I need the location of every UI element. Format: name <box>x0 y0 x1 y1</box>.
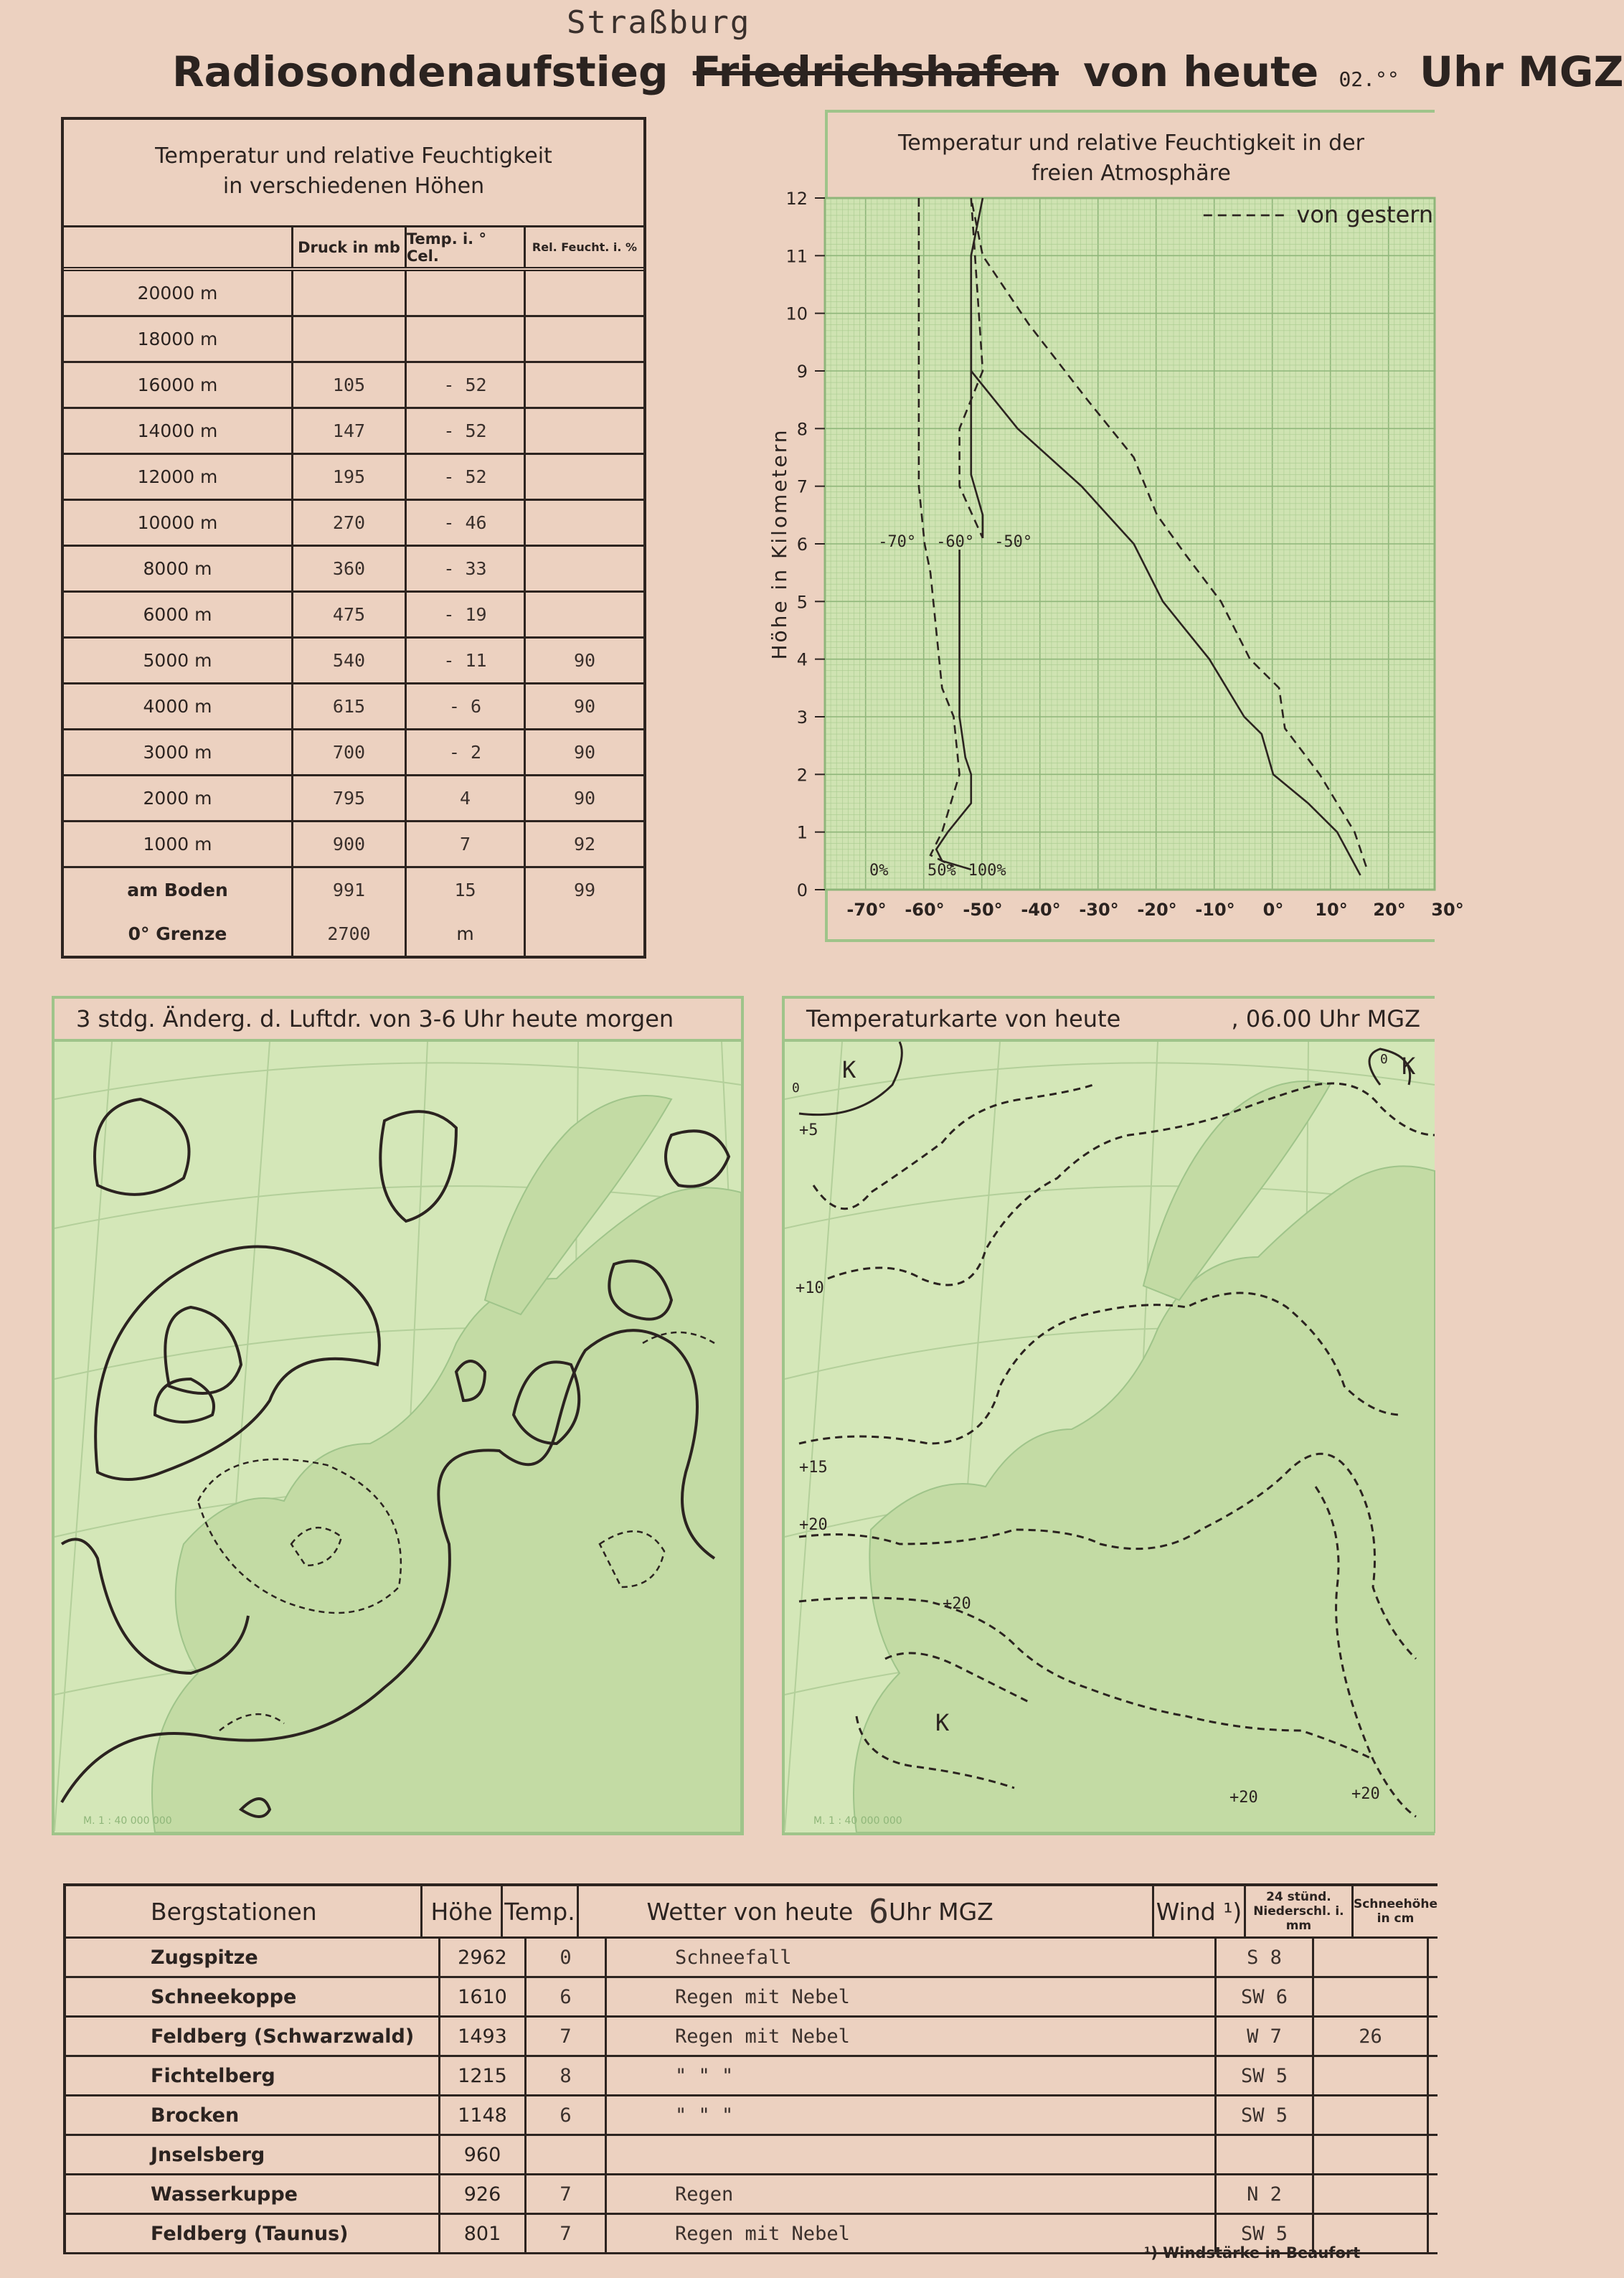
pressure-cell: 700 <box>293 730 407 774</box>
temp-cell: - 52 <box>407 363 526 407</box>
mountain-table-header <box>66 1886 1437 1939</box>
station-cell: Brocken <box>66 2096 440 2134</box>
height-cell: 6000 m <box>64 593 293 636</box>
y-tick-label: 6 <box>796 535 808 555</box>
table-row <box>64 455 643 501</box>
table-row <box>64 363 643 409</box>
cold-center-label: K <box>1402 1053 1416 1080</box>
table-row <box>64 593 643 639</box>
humidity-cell: 92 <box>573 834 596 855</box>
pressure-change-map-panel <box>52 996 744 1835</box>
sounding-chart <box>760 172 1464 947</box>
temp-cell: 6 <box>527 1978 607 2015</box>
humidity-cell: 99 <box>573 880 596 900</box>
table-row <box>64 776 643 822</box>
y-tick-label: 8 <box>796 419 808 440</box>
table-row <box>64 409 643 455</box>
iso-label: +10 <box>796 1279 824 1297</box>
y-tick-label: 5 <box>796 592 808 613</box>
height-cell: 3000 m <box>64 730 293 774</box>
humidity-scale-label: 0% <box>869 861 889 880</box>
y-tick-label: 10 <box>785 303 808 324</box>
y-tick-label: 7 <box>796 476 808 497</box>
precip-cell <box>1314 1939 1429 1976</box>
x-tick-label: 20° <box>1373 900 1406 920</box>
weather-cell: Regen mit Nebel <box>607 1978 1217 2015</box>
temp-cell: - 33 <box>407 547 526 590</box>
zero-degree-row <box>64 912 643 956</box>
x-tick-label: -30° <box>1079 900 1119 920</box>
snow-cell <box>1429 2215 1437 2252</box>
table-row <box>64 868 643 912</box>
table-row <box>66 1978 1437 2018</box>
pressure-cell: 195 <box>293 455 407 499</box>
weather-cell <box>607 2136 1217 2173</box>
snow-cell <box>1429 1939 1437 1976</box>
y-tick-label: 12 <box>785 189 808 209</box>
x-tick-label: 30° <box>1431 900 1464 920</box>
humidity-scale-label: 50% <box>927 861 956 880</box>
height-cell: 8000 m <box>64 547 293 590</box>
zero-label: 0° Grenze <box>64 912 293 956</box>
temp-column-header: Temp. i. ° Cel. <box>407 227 526 267</box>
height-table-title <box>64 120 643 227</box>
weather-cell: Regen mit Nebel <box>607 2018 1217 2055</box>
height-cell: 20000 m <box>64 271 293 315</box>
y-tick-label: 9 <box>796 362 808 382</box>
temp-cell: 15 <box>407 868 526 912</box>
footnote: ¹) Windstärke in Beaufort <box>1144 2244 1361 2261</box>
x-tick-label: -10° <box>1195 900 1235 920</box>
y-tick-label: 11 <box>785 246 808 267</box>
table-row <box>64 317 643 363</box>
table-row <box>66 2136 1437 2175</box>
snow-cell <box>1429 2136 1437 2173</box>
station-cell: Wasserkuppe <box>66 2175 440 2213</box>
europe-landmass <box>152 1187 741 1832</box>
pressure-column-header: Druck in mb <box>293 227 407 267</box>
height-cell: 1215 <box>440 2057 527 2094</box>
pressure-cell: 795 <box>293 776 407 820</box>
upper-scale-label: -50° <box>994 533 1033 552</box>
snow-cell <box>1429 2175 1437 2213</box>
temp-cell <box>407 317 526 361</box>
y-tick-label: 2 <box>796 765 808 786</box>
temperature-map <box>785 1042 1435 1832</box>
height-column-header <box>64 227 293 267</box>
wind-cell: SW 5 <box>1217 2215 1314 2252</box>
pressure-cell: 475 <box>293 593 407 636</box>
wind-cell: W 7 <box>1217 2018 1314 2055</box>
station-cell: Feldberg (Taunus) <box>66 2215 440 2252</box>
height-cell: 1493 <box>440 2018 527 2055</box>
table-row <box>66 2175 1437 2215</box>
pressure-cell: 105 <box>293 363 407 407</box>
height-table-header-row <box>64 227 643 271</box>
pressure-cell: 270 <box>293 501 407 545</box>
temp-cell: 8 <box>527 2057 607 2094</box>
iso-label: 0 <box>1380 1052 1388 1067</box>
zero-unit: m <box>407 912 526 956</box>
temp-header: Temp. <box>503 1886 578 1936</box>
temp-cell: - 52 <box>407 455 526 499</box>
station-cell: Zugspitze <box>66 1939 440 1976</box>
snow-cell <box>1429 2057 1437 2094</box>
height-cell: 14000 m <box>64 409 293 453</box>
x-tick-label: 10° <box>1315 900 1348 920</box>
temp-cell: - 52 <box>407 409 526 453</box>
table-row <box>66 2018 1437 2057</box>
humidity-column-header: Rel. Feucht. i. % <box>532 240 638 254</box>
mountain-stations-table <box>63 1883 1437 2254</box>
precip-cell <box>1314 2136 1429 2173</box>
height-cell: 18000 m <box>64 317 293 361</box>
snow-cell <box>1429 2018 1437 2055</box>
pressure-cell <box>293 271 407 315</box>
height-cell: am Boden <box>64 868 293 912</box>
pressure-map-title: 3 stdg. Änderg. d. Luftdr. von 3-6 Uhr heute morgen <box>55 999 741 1042</box>
table-row <box>64 822 643 868</box>
pressure-cell: 147 <box>293 409 407 453</box>
weather-cell: " " " <box>607 2057 1217 2094</box>
temperature-map-panel <box>782 996 1435 1835</box>
station-cell: Fichtelberg <box>66 2057 440 2094</box>
humidity-cell <box>526 409 643 453</box>
page-title <box>172 47 1624 96</box>
height-cell: 5000 m <box>64 639 293 682</box>
temp-cell: 7 <box>527 2018 607 2055</box>
cold-center-label: K <box>842 1056 856 1083</box>
x-tick-label: -60° <box>905 900 945 920</box>
weather-cell: Regen mit Nebel <box>607 2215 1217 2252</box>
temp-cell: - 46 <box>407 501 526 545</box>
chart-title-text: Temperatur und relative Feuchtigkeit in der freien Atmosphäre <box>898 131 1364 186</box>
humidity-scale-label: 100% <box>968 861 1006 880</box>
table-row <box>64 501 643 547</box>
struck-location: Friedrichshafen <box>692 47 1059 96</box>
weather-cell: " " " <box>607 2096 1217 2134</box>
humidity-cell <box>526 455 643 499</box>
table-row <box>66 1939 1437 1978</box>
temperature-map-title <box>785 999 1435 1042</box>
cold-center-label: K <box>935 1709 950 1736</box>
height-cell: 1000 m <box>64 822 293 866</box>
wind-cell: SW 6 <box>1217 1978 1314 2015</box>
title-suffix: Uhr MGZ <box>1419 47 1624 96</box>
precip-cell: 26 <box>1314 2018 1429 2055</box>
table-row <box>64 271 643 317</box>
wind-cell: SW 5 <box>1217 2096 1314 2134</box>
pressure-cell <box>293 317 407 361</box>
y-tick-label: 1 <box>796 822 808 843</box>
height-cell: 926 <box>440 2175 527 2213</box>
y-axis-label: Höhe in Kilometern <box>768 428 791 660</box>
upper-scale-label: -60° <box>936 533 975 552</box>
height-table-title-line2: in verschiedenen Höhen <box>222 174 485 199</box>
handwritten-location: Straßburg <box>567 4 751 41</box>
upper-scale-label: -70° <box>878 533 917 552</box>
legend-label: von gestern <box>1296 201 1434 229</box>
humidity-cell <box>526 501 643 545</box>
height-cell: 12000 m <box>64 455 293 499</box>
table-row <box>64 639 643 684</box>
precip-cell <box>1314 2057 1429 2094</box>
humidity-cell <box>526 547 643 590</box>
weather-header-label: Wetter von heute <box>646 1897 854 1926</box>
snow-cell <box>1429 1978 1437 2015</box>
pressure-cell: 615 <box>293 684 407 728</box>
y-tick-label: 3 <box>796 707 808 728</box>
humidity-cell <box>526 317 643 361</box>
map2-scale: M. 1 : 40 000 000 <box>813 1815 902 1827</box>
humidity-cell: 90 <box>573 788 596 809</box>
humidity-cell: 90 <box>573 696 596 717</box>
temp-cell: - 11 <box>407 639 526 682</box>
table-row <box>64 730 643 776</box>
station-header: Bergstationen <box>66 1886 422 1936</box>
title-prefix: Radiosondenaufstieg <box>172 47 669 96</box>
snow-cell <box>1429 2096 1437 2134</box>
temp-cell: 7 <box>527 2175 607 2213</box>
y-tick-label: 4 <box>796 649 808 670</box>
iso-label: +5 <box>799 1121 818 1139</box>
station-cell: Feldberg (Schwarzwald) <box>66 2018 440 2055</box>
table-row <box>64 547 643 593</box>
y-tick-label: 0 <box>796 880 808 900</box>
humidity-cell <box>526 363 643 407</box>
x-tick-label: -70° <box>846 900 887 920</box>
iso-label: +20 <box>1229 1789 1258 1807</box>
height-table <box>61 117 646 959</box>
x-tick-label: -50° <box>963 900 1003 920</box>
weather-header <box>579 1886 1155 1936</box>
pressure-change-map <box>55 1042 741 1832</box>
weather-hour: 6 <box>869 1892 889 1931</box>
temp-cell: 0 <box>527 1939 607 1976</box>
weather-cell: Regen <box>607 2175 1217 2213</box>
height-header: Höhe <box>422 1886 504 1936</box>
precip-cell <box>1314 2175 1429 2213</box>
height-cell: 4000 m <box>64 684 293 728</box>
weather-header-suffix: Uhr MGZ <box>889 1897 993 1926</box>
precip-header: 24 stünd. Niederschl. i. mm <box>1246 1886 1354 1936</box>
wind-cell: N 2 <box>1217 2175 1314 2213</box>
temp-cell: - 2 <box>407 730 526 774</box>
wind-cell: S 8 <box>1217 1939 1314 1976</box>
temp-cell: 6 <box>527 2096 607 2134</box>
height-cell: 960 <box>440 2136 527 2173</box>
table-row <box>64 684 643 730</box>
height-cell: 16000 m <box>64 363 293 407</box>
temperature-map-title-text: Temperaturkarte von heute <box>806 1005 1121 1032</box>
height-table-title-line1: Temperatur und relative Feuchtigkeit <box>155 143 552 169</box>
temp-cell: - 19 <box>407 593 526 636</box>
table-row <box>66 2096 1437 2136</box>
temp-cell <box>527 2136 607 2173</box>
temp-cell: 7 <box>407 822 526 866</box>
height-cell: 10000 m <box>64 501 293 545</box>
x-tick-label: -20° <box>1137 900 1177 920</box>
wind-header: Wind ¹) <box>1154 1886 1246 1936</box>
iso-label: +20 <box>1351 1785 1380 1803</box>
iso-label: +20 <box>799 1516 828 1534</box>
temperature-map-time: , 06.00 Uhr MGZ <box>1231 1005 1420 1032</box>
pressure-cell: 900 <box>293 822 407 866</box>
weather-cell: Schneefall <box>607 1939 1217 1976</box>
humidity-cell <box>526 593 643 636</box>
time-handwritten: 02.°° <box>1339 67 1399 91</box>
zero-value: 2700 <box>293 912 407 956</box>
wind-cell: SW 5 <box>1217 2057 1314 2094</box>
x-tick-label: 0° <box>1262 900 1284 920</box>
temp-cell <box>407 271 526 315</box>
height-cell: 1148 <box>440 2096 527 2134</box>
humidity-cell: 90 <box>573 650 596 671</box>
precip-cell <box>1314 2096 1429 2134</box>
snow-header: Schneehöhe in cm <box>1353 1897 1437 1926</box>
table-row <box>66 2057 1437 2096</box>
temp-cell: - 6 <box>407 684 526 728</box>
pressure-cell: 540 <box>293 639 407 682</box>
x-tick-label: -40° <box>1021 900 1061 920</box>
temp-cell: 4 <box>407 776 526 820</box>
iso-label: 0 <box>792 1081 800 1096</box>
temp-cell: 7 <box>527 2215 607 2252</box>
humidity-cell <box>526 271 643 315</box>
height-cell: 2000 m <box>64 776 293 820</box>
height-cell: 801 <box>440 2215 527 2252</box>
iso-label: +20 <box>943 1595 971 1613</box>
pressure-cell: 360 <box>293 547 407 590</box>
pressure-cell: 991 <box>293 868 407 912</box>
wind-cell <box>1217 2136 1314 2173</box>
precip-cell <box>1314 1978 1429 2015</box>
height-cell: 1610 <box>440 1978 527 2015</box>
humidity-cell: 90 <box>573 742 596 763</box>
station-cell: Jnselsberg <box>66 2136 440 2173</box>
height-cell: 2962 <box>440 1939 527 1976</box>
map1-scale: M. 1 : 40 000 000 <box>83 1815 172 1827</box>
iso-label: +15 <box>799 1459 828 1477</box>
station-cell: Schneekoppe <box>66 1978 440 2015</box>
title-mid: von heute <box>1083 47 1319 96</box>
